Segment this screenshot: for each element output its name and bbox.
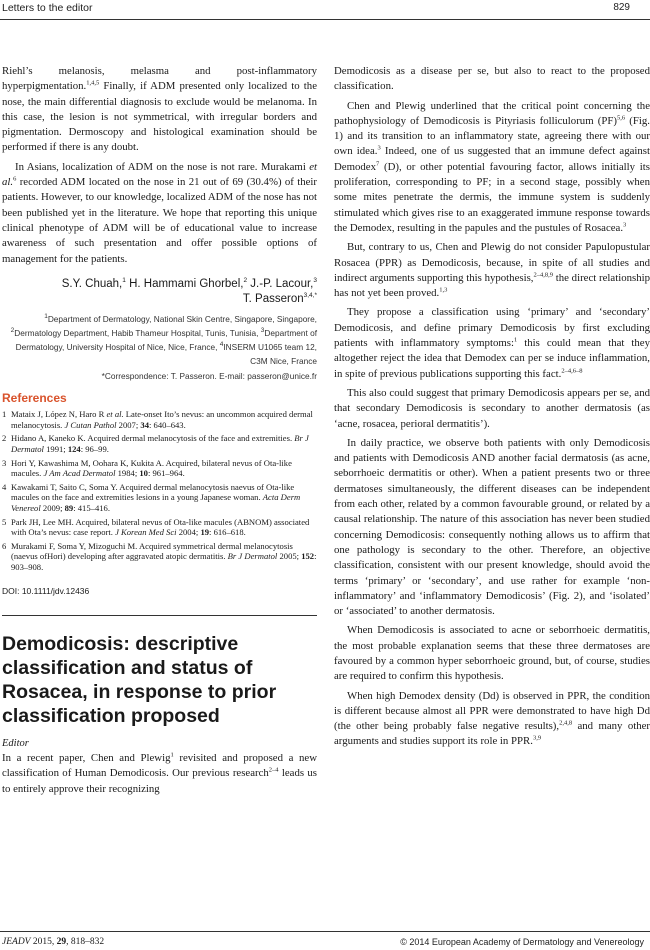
footer-rule xyxy=(0,931,650,932)
paragraph: In daily practice, we observe both patients with only Demodicosis and patients with Demodicosis AND another facial dermatosis (as acne, seborrhoeic dermatitis or other). When a patient presents two or three dermatoses simultaneously, the different diseases can be independent from each other, related by a common favourable ground, or related by a causal relationship. The nature of this association has never been studied concerning Demodicosis: consequently nothing allows us to affirm that one pathology is secondary to the other. Therefore, an objective classification, consistent with our present knowledge, should avoid the terms ‘primary’ or ‘secondary’, and use rather for example ‘non-inflammatory’ and ‘inflammatory Demodicosis’ (Fig. 2), and ‘isolated’ or ‘associated’ to another dermatosis. xyxy=(334,436,650,618)
author-block xyxy=(2,277,317,383)
reference-item: 5 Park JH, Lee MH. Acquired, bilateral nevus of Ota-like macules (ABNOM) associated with Ota’s nevus: case report. J Korean Med Sci 2004; 19: 616–618. xyxy=(2,516,310,538)
paragraph: Demodicosis as a disease per se, but also to react to the proposed classification. xyxy=(334,65,650,93)
copyright: © 2014 European Academy of Dermatology and Venereology xyxy=(400,937,644,947)
affiliations: $^1$Department of Dermatology, National Skin Centre, Singapore, Singapore, $^2$Dermatology Department, Habib Thameur Hospital, Tunis, Tunisia, $^3$Department of Dermatology, University Hospital of Nice, Nice, France, $^4$INSERM U1065 team 12, C3M Nice, France *Correspondence: T. Passeron. E-mail: passeron@unice.fr xyxy=(10,313,317,381)
reference-item: 2 Hidano A, Kaneko K. Acquired dermal melanocytosis of the face and extremities. Br J Dermatol 1991; 124: 96–99. xyxy=(2,433,309,454)
reference-item: 3 Hori Y, Kawashima M, Oohara K, Kukita A. Acquired, bilateral nevus of Ota-like macules. J Am Acad Dermatol 1984; 10: 961–964. xyxy=(2,457,292,479)
page-number: 829 xyxy=(613,2,630,13)
paragraph: They propose a classification using ‘primary’ and ‘secondary’ Demodicosis, and define primary Demodicosis by first excluding patients with inflammatory symptoms:$^1$ this could mean that they altogether reject the idea that Demodex can per se induce inflammation, in spite of previous publications supporting this fact.$^{2-4,6-8}$ xyxy=(334,306,650,380)
correspondence: *Correspondence: T. Passeron. E-mail: passeron@unice.fr xyxy=(101,370,317,381)
paragraph: Chen and Plewig underlined that the critical point concerning the pathophysiology of Demodicosis is Pityriasis folliculorum (PF)$^{5,6}$ (Fig. 1) and its transition to an inflammatory state, agreeing there with our own idea.$^3$ Indeed, one of us suggested that an immune defect against Demodex$^7$ (D), or other potential favouring factor, allows initially its proliferation, corresponding to PF; in a second stage, possibly when some mites penetrate the dermis, the immune system is suddenly stimulated which gives rise to an exaggerated immune response towards the Demodex, resulting in the papules and the pustules of Rosacea.$^3$ xyxy=(334,99,650,234)
author-names: S.Y. Chuah,$^1$ H. Hammami Ghorbel,$^2$ J.-P. Lacour,$^3$ T. Passeron$^{3,4,*}$ xyxy=(61,277,317,305)
reference-list xyxy=(2,409,317,572)
reference-item: 6 Murakami F, Soma Y, Mizoguchi M. Acquired symmetrical dermal melanocytosis (naevus ofHori) developing after aggravated atopic dermatitis. Br J Dermatol 2005; 152: 903–908. xyxy=(2,540,317,572)
paragraph: Riehl’s melanosis, melasma and post-inflammatory hyperpigmentation.$^{1,4,5}$ Finally, if ADM presented only localized to the nose, the main differential diagnosis to exclude would be melanoma. In this case, the lesion is not symmetrical, with irregular borders and pigmentation. Dermoscopy and histological examination should be performed if there is any doubt. xyxy=(2,65,317,154)
left-column xyxy=(2,64,317,801)
running-footer xyxy=(0,931,650,950)
paragraph: In Asians, localization of ADM on the nose is not rare. Murakami et al.$^6$ recorded ADM located on the nose in 21 out of 69 (30.4%) of their patients. However, to our knowledge, localized ADM of the nose has not been published yet in the literature. We hope that reporting this unique clinical phenotype of ADM will be of educational value to increase awareness of such presentation and offer possible options of management for the patients. xyxy=(2,160,317,265)
article-title: Demodicosis: descriptive classification and status of Rosacea, in response to prior classification proposed xyxy=(2,632,277,727)
header-rule xyxy=(0,19,650,20)
references-heading: References xyxy=(2,390,67,405)
editor-label: Editor xyxy=(2,737,29,749)
paragraph: When Demodicosis is associated to acne or seborrhoeic dermatitis, the most probable explanation seems that these three dermatoses are favoured by a common hyper seborrhoeic ground, but, of course, studies are required to confirm this hypothesis. xyxy=(334,624,650,683)
paragraph: When high Demodex density (Dd) is observed in PPR, the condition is different because almost all PPR were demonstrated to have high Dd (the other being probably false negative results),$^{2,4,8}$ and many other arguments and studies support its role in PPR.$^{3,9}$ xyxy=(334,689,650,748)
reference-item: 1 Mataix J, López N, Haro R et al. Late-onset Ito’s nevus: an uncommon acquired dermal melanocytosis. J Cutan Pathol 2007; 34: 640–643. xyxy=(2,409,313,430)
running-header xyxy=(0,0,650,20)
reference-item: 4 Kawakami T, Saito C, Soma Y. Acquired dermal melanocytosis naevus of Ota-like macules on the face and extremities lesions in a young Japanese woman. Acta Derm Venereol 2009; 89: 415–416. xyxy=(2,481,301,513)
section-rule xyxy=(2,615,317,616)
doi: DOI: 10.1111/jdv.12436 xyxy=(2,586,90,597)
paragraph: In a recent paper, Chen and Plewig$^1$ revisited and proposed a new classification of Human Demodicosis. Our previous research$^{2-4}$ leads us to entirely approve their recognizing xyxy=(2,751,318,795)
journal-citation: JEADV 2015, 29, 818–832 xyxy=(2,937,105,947)
paragraph: But, contrary to us, Chen and Plewig do not consider Papulopustular Rosacea (PPR) as Demodicosis, because, in spite of all studies and indirect arguments supporting this hypothesis,$^{2-4,8,9}$ the direct relationship has not yet been proved.$^{1,3}$ xyxy=(334,241,650,300)
paragraph: This also could suggest that primary Demodicosis appears per se, and that secondary Demodicosis is secondary to another dermatosis (as ‘acne, rosacea, perioral dermatitis’). xyxy=(334,386,650,430)
section-title: Letters to the editor xyxy=(2,2,93,14)
right-column xyxy=(334,64,650,754)
